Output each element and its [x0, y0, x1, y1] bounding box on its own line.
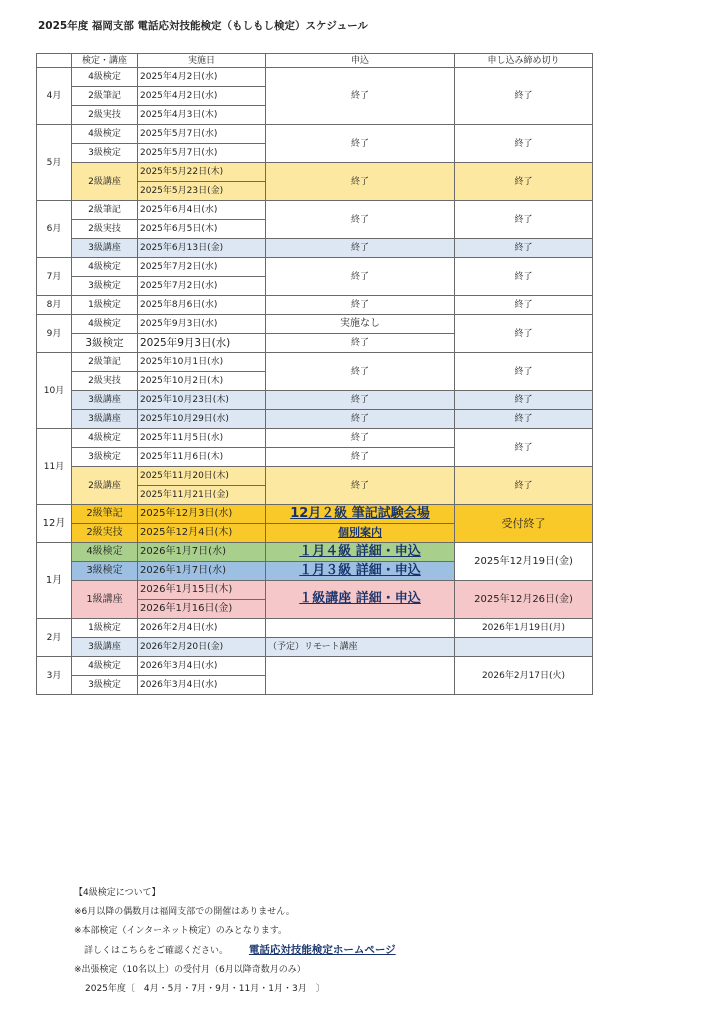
date-cell: 2025年5月7日(水): [138, 125, 266, 144]
table-row: [37, 391, 593, 410]
kind-cell: 2級筆記: [72, 87, 138, 106]
table-row: [37, 163, 593, 182]
kind-cell: 2級筆記: [72, 353, 138, 372]
table-row: [37, 258, 593, 277]
apply-cell: 終了: [266, 296, 455, 315]
apply-cell: [266, 562, 455, 581]
date-cell: 2025年12月4日(木): [138, 524, 266, 543]
apply-cell: 終了: [266, 429, 455, 448]
date-cell: 2026年3月4日(水): [138, 657, 266, 676]
kind-cell: 3級検定: [72, 676, 138, 695]
kind-cell: 4級検定: [72, 657, 138, 676]
table-row: [37, 467, 593, 486]
kind-cell: 2級筆記: [72, 201, 138, 220]
date-cell: 2025年11月20日(木): [138, 467, 266, 486]
date-cell: 2025年11月21日(金): [138, 486, 266, 505]
date-cell: 2025年6月4日(水): [138, 201, 266, 220]
apply-cell: 終了: [266, 258, 455, 296]
kind-cell: 3級講座: [72, 391, 138, 410]
date-cell: 2025年12月3日(水): [138, 505, 266, 524]
table-row: [37, 410, 593, 429]
table-row: [37, 315, 593, 334]
kind-cell: 4級検定: [72, 543, 138, 562]
deadline-cell: 2026年1月19日(月): [455, 619, 593, 638]
table-row: [37, 353, 593, 372]
header-deadline: 申し込み締め切り: [455, 54, 593, 68]
date-cell: 2025年4月2日(水): [138, 87, 266, 106]
month-cell: 5月: [37, 125, 72, 201]
apply-cell: 終了: [266, 448, 455, 467]
homepage-link[interactable]: 電話応対技能検定ホームページ: [248, 944, 396, 956]
date-cell: 2026年1月7日(水): [138, 543, 266, 562]
month-cell: 12月: [37, 505, 72, 543]
kind-cell: 2級講座: [72, 163, 138, 201]
note-line: ※出張検定（10名以上）の受付月（6月以降奇数月のみ）: [74, 965, 306, 975]
note-line: 2025年度〔 4月・5月・7月・9月・11月・1月・3月 〕: [85, 984, 325, 994]
month-cell: 1月: [37, 543, 72, 619]
table-row: [37, 657, 593, 676]
header-date: 実施日: [138, 54, 266, 68]
apply-cell: [266, 543, 455, 562]
date-cell: 2025年4月2日(水): [138, 68, 266, 87]
table-row: [37, 619, 593, 638]
kind-cell: 3級検定: [72, 277, 138, 296]
deadline-cell: 終了: [455, 429, 593, 467]
table-row: [37, 296, 593, 315]
date-cell: 2025年11月5日(水): [138, 429, 266, 448]
deadline-cell: 終了: [455, 239, 593, 258]
month-cell: 2月: [37, 619, 72, 657]
apply-cell: 終了: [266, 467, 455, 505]
kind-cell: 1級検定: [72, 296, 138, 315]
dec-individual-info-link[interactable]: 個別案内: [338, 525, 382, 539]
kind-cell: 2級実技: [72, 524, 138, 543]
apply-cell: [266, 505, 455, 524]
deadline-cell: 終了: [455, 353, 593, 391]
kind-cell: 4級検定: [72, 315, 138, 334]
schedule-table: [36, 53, 593, 695]
date-cell: 2026年2月4日(水): [138, 619, 266, 638]
date-cell: 2025年5月22日(木): [138, 163, 266, 182]
apply-cell: 終了: [266, 410, 455, 429]
apply-cell: （予定）リモート講座: [266, 638, 455, 657]
header-month: [37, 54, 72, 68]
kind-cell: 3級検定: [72, 334, 138, 353]
table-row: [37, 429, 593, 448]
table-row: [37, 239, 593, 258]
kind-cell: 1級検定: [72, 619, 138, 638]
month-cell: 11月: [37, 429, 72, 505]
month-cell: 6月: [37, 201, 72, 258]
date-cell: 2026年1月7日(水): [138, 562, 266, 581]
date-cell: 2025年5月7日(水): [138, 144, 266, 163]
month-cell: 3月: [37, 657, 72, 695]
date-cell: 2025年11月6日(木): [138, 448, 266, 467]
deadline-cell: 終了: [455, 296, 593, 315]
month-cell: 9月: [37, 315, 72, 353]
month-cell: 7月: [37, 258, 72, 296]
month-cell: 10月: [37, 353, 72, 429]
apply-cell: 終了: [266, 353, 455, 391]
deadline-cell: 終了: [455, 201, 593, 239]
deadline-cell: 2025年12月26日(金): [455, 581, 593, 619]
date-cell: 2025年8月6日(水): [138, 296, 266, 315]
kind-cell: 3級検定: [72, 562, 138, 581]
kind-cell: 4級検定: [72, 125, 138, 144]
table-row: [37, 201, 593, 220]
kind-cell: 2級筆記: [72, 505, 138, 524]
deadline-cell: 終了: [455, 163, 593, 201]
apply-cell: [266, 524, 455, 543]
kind-cell: 3級講座: [72, 410, 138, 429]
date-cell: 2026年1月16日(金): [138, 600, 266, 619]
jan-3kyu-apply-link[interactable]: １月３級 詳細・申込: [299, 562, 421, 578]
date-cell: 2025年10月2日(木): [138, 372, 266, 391]
apply-cell: 終了: [266, 163, 455, 201]
kind-cell: 4級検定: [72, 68, 138, 87]
dec-exam-venue-link[interactable]: 12月２級 筆記試験会場: [290, 505, 430, 521]
date-cell: 2026年2月20日(金): [138, 638, 266, 657]
kind-cell: 1級講座: [72, 581, 138, 619]
date-cell: 2025年6月5日(木): [138, 220, 266, 239]
table-row: [37, 125, 593, 144]
apply-cell: 終了: [266, 68, 455, 125]
deadline-cell: 終了: [455, 467, 593, 505]
date-cell: 2025年4月3日(木): [138, 106, 266, 125]
note-line-with-link: [74, 941, 396, 961]
apply-cell: 終了: [266, 201, 455, 239]
deadline-cell: 2025年12月19日(金): [455, 543, 593, 581]
deadline-cell: 受付終了: [455, 505, 593, 543]
kind-cell: 3級検定: [72, 144, 138, 163]
notes-section: [74, 884, 396, 999]
deadline-cell: 2026年2月17日(火): [455, 657, 593, 695]
kind-cell: 2級実技: [72, 106, 138, 125]
jan-4kyu-apply-link[interactable]: １月４級 詳細・申込: [299, 543, 421, 559]
table-row: [37, 505, 593, 524]
note-line: ※6月以降の偶数月は福岡支部での開催はありません。: [74, 907, 295, 917]
kind-cell: 3級検定: [72, 448, 138, 467]
kind-cell: 4級検定: [72, 429, 138, 448]
apply-cell: 終了: [266, 334, 455, 353]
month-cell: 8月: [37, 296, 72, 315]
apply-cell: [266, 657, 455, 695]
apply-cell: 終了: [266, 391, 455, 410]
deadline-cell: [455, 638, 593, 657]
deadline-cell: 終了: [455, 315, 593, 353]
deadline-cell: 終了: [455, 68, 593, 125]
date-cell: 2025年6月13日(金): [138, 239, 266, 258]
date-cell: 2025年10月23日(木): [138, 391, 266, 410]
deadline-cell: 終了: [455, 410, 593, 429]
kind-cell: 3級講座: [72, 239, 138, 258]
apply-cell: [266, 619, 455, 638]
date-cell: 2025年7月2日(水): [138, 277, 266, 296]
header-apply: 申込: [266, 54, 455, 68]
apply-cell: [266, 581, 455, 619]
date-cell: 2025年5月23日(金): [138, 182, 266, 201]
date-cell: 2025年7月2日(水): [138, 258, 266, 277]
note-line: 詳しくはこちらをご確認ください。: [84, 946, 229, 956]
date-cell: 2025年9月3日(水): [138, 315, 266, 334]
date-cell: 2025年10月29日(水): [138, 410, 266, 429]
date-cell: 2025年10月1日(水): [138, 353, 266, 372]
header-kind: 検定・講座: [72, 54, 138, 68]
deadline-cell: 終了: [455, 391, 593, 410]
table-row: [37, 581, 593, 600]
table-row: [37, 68, 593, 87]
apply-cell: 終了: [266, 239, 455, 258]
apply-cell: 終了: [266, 125, 455, 163]
kind-cell: 4級検定: [72, 258, 138, 277]
deadline-cell: 終了: [455, 258, 593, 296]
notes-heading: 【4級検定について】: [74, 888, 161, 898]
kind-cell: 2級実技: [72, 220, 138, 239]
deadline-cell: 終了: [455, 125, 593, 163]
table-row: [37, 638, 593, 657]
jan-1kyu-course-apply-link[interactable]: １級講座 詳細・申込: [299, 591, 421, 606]
table-header: [37, 54, 593, 68]
date-cell: 2025年9月3日(水): [138, 334, 266, 353]
kind-cell: 2級実技: [72, 372, 138, 391]
table-row: [37, 543, 593, 562]
month-cell: 4月: [37, 68, 72, 125]
date-cell: 2026年1月15日(木): [138, 581, 266, 600]
apply-cell: 実施なし: [266, 315, 455, 334]
date-cell: 2026年3月4日(水): [138, 676, 266, 695]
note-line: ※本部検定（インターネット検定）のみとなります。: [74, 926, 288, 936]
kind-cell: 3級講座: [72, 638, 138, 657]
page-title: 2025年度 福岡支部 電話応対技能検定（もしもし検定）スケジュール: [38, 20, 368, 32]
kind-cell: 2級講座: [72, 467, 138, 505]
